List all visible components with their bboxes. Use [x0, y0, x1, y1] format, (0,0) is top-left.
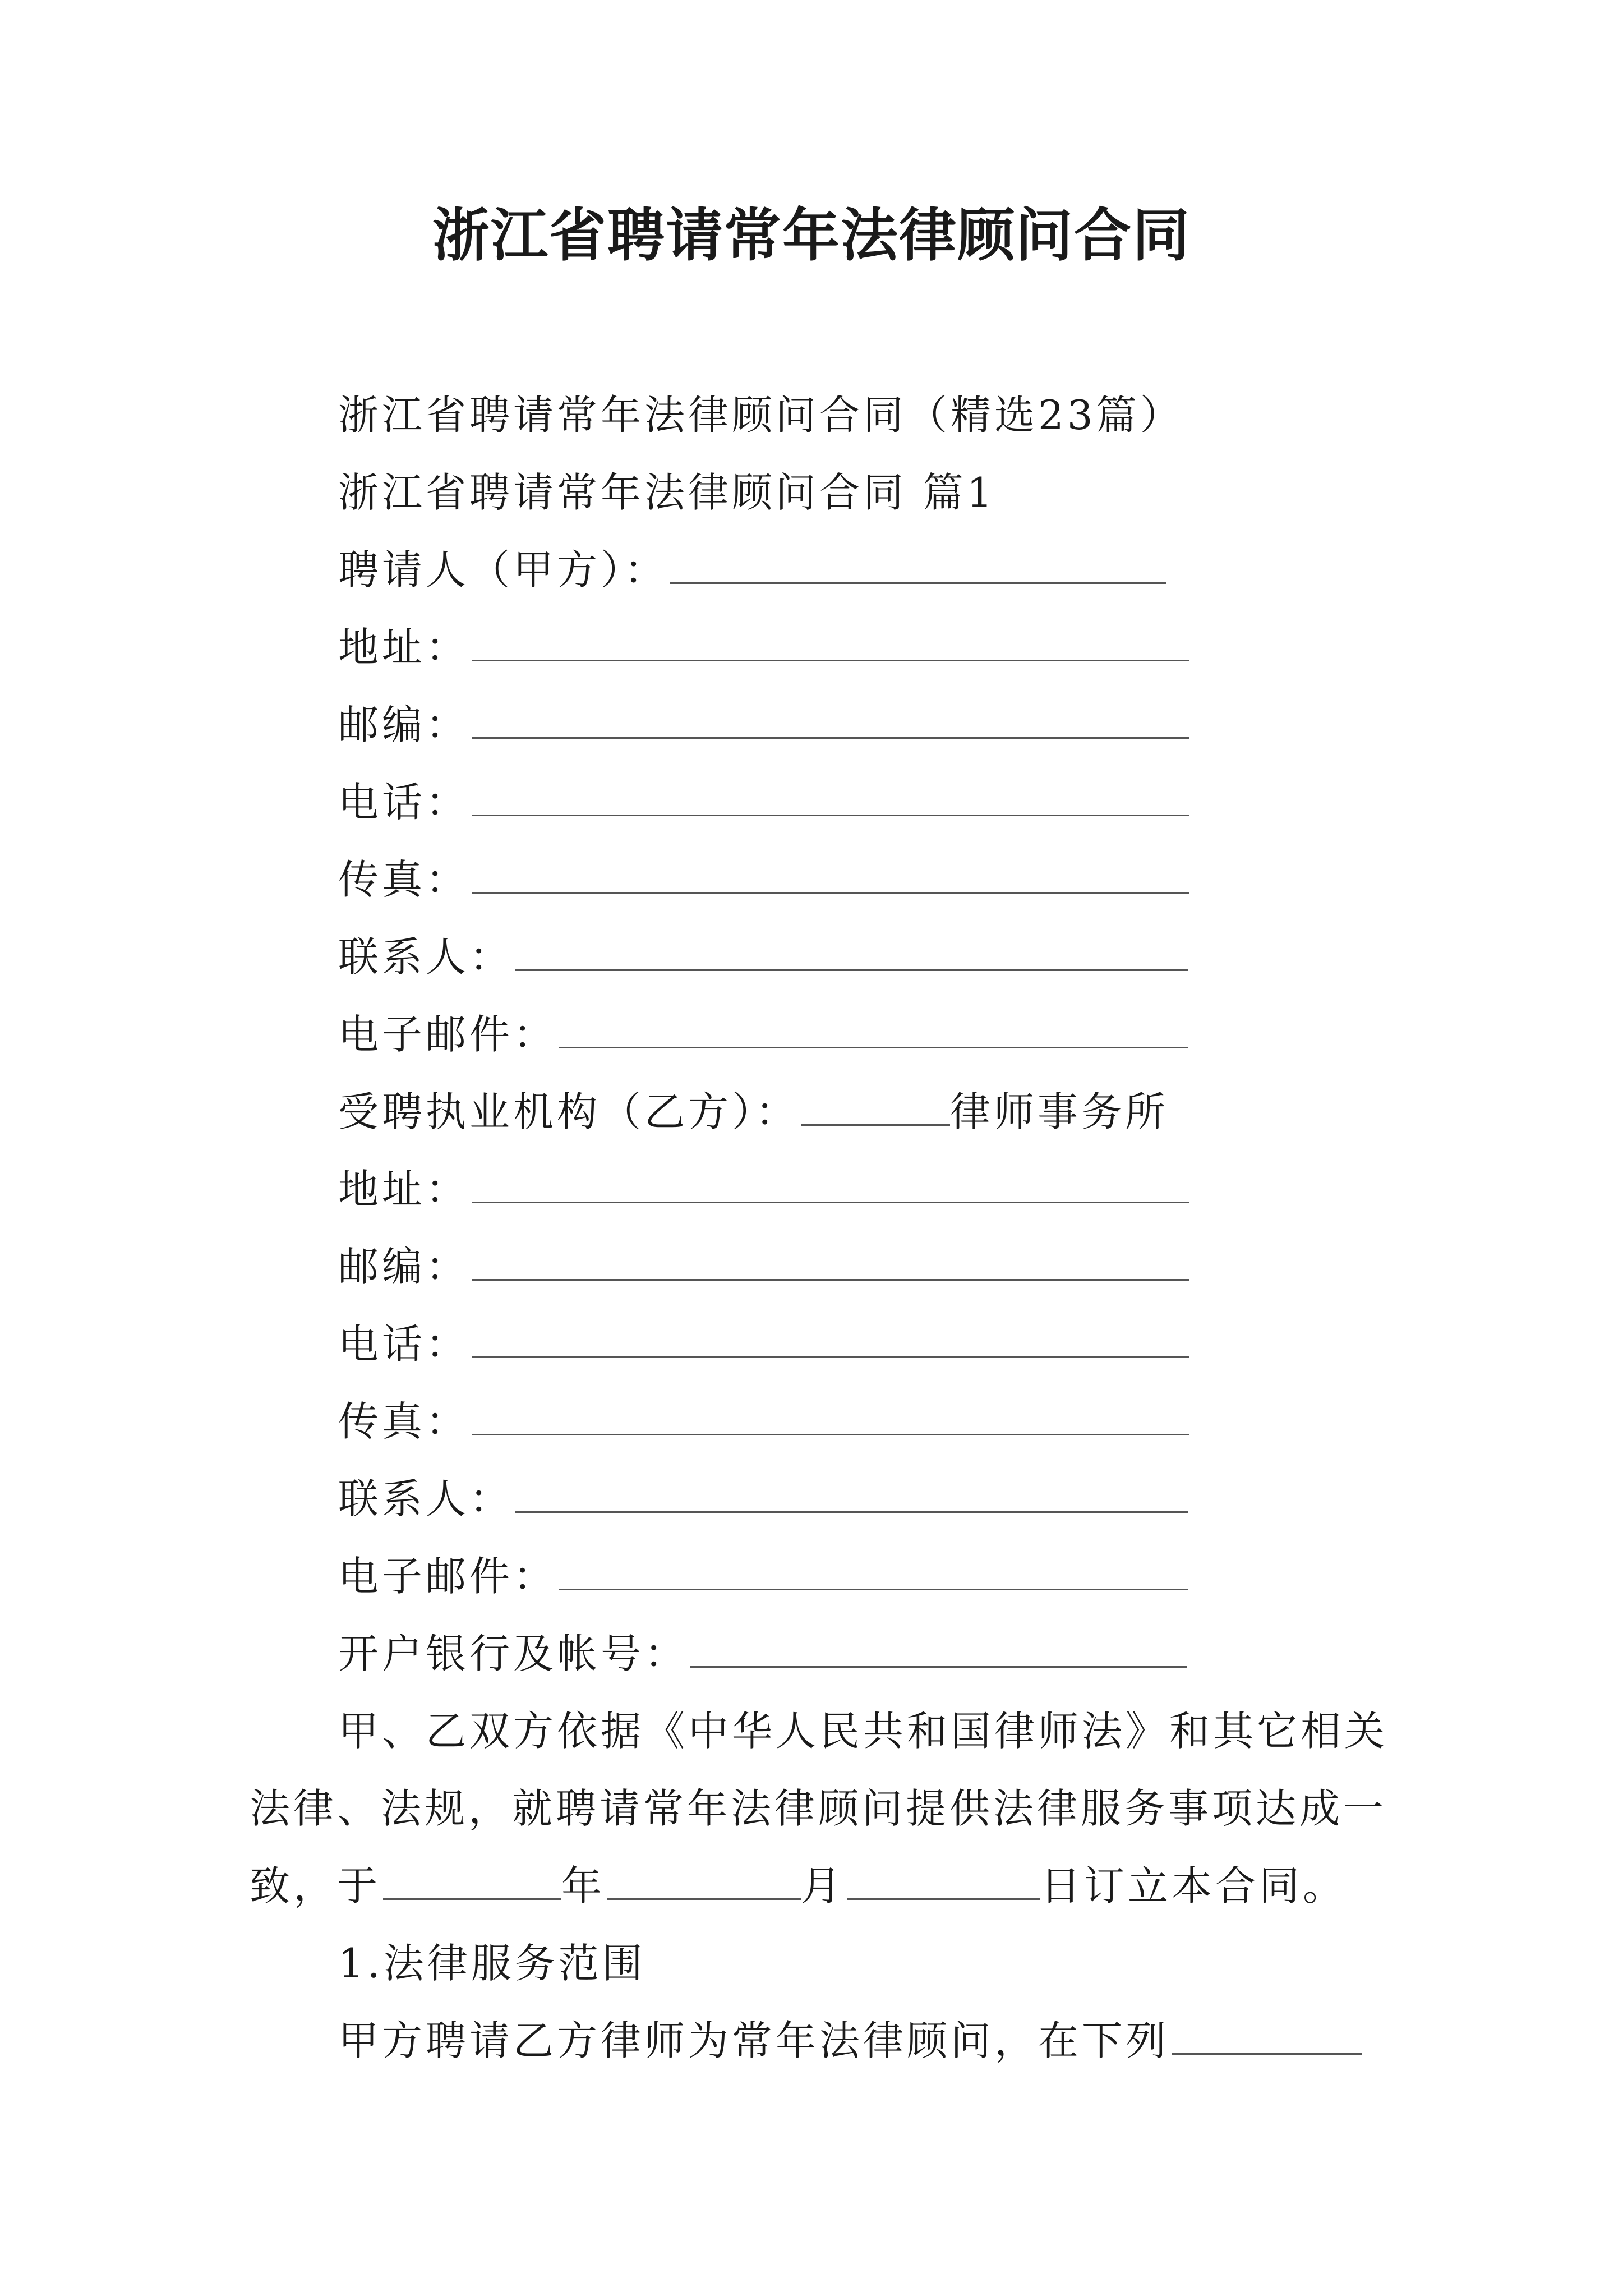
party-b-contact-field[interactable] — [515, 1476, 1188, 1513]
party-a-phone-field[interactable] — [472, 780, 1189, 816]
party-b-bank-field[interactable] — [690, 1631, 1187, 1668]
preamble-line-3 — [250, 1858, 1347, 1914]
party-a-email-label: 电子邮件： — [338, 1011, 557, 1058]
month-field[interactable] — [607, 1864, 801, 1900]
party-b-phone-label: 电话： — [338, 1320, 470, 1368]
party-a-email-line — [338, 1006, 1188, 1062]
party-a-fax-label: 传真： — [338, 856, 470, 903]
party-b-fax-label: 传真： — [338, 1398, 470, 1445]
party-b-fax-field[interactable] — [472, 1399, 1189, 1435]
party-b-phone-line — [338, 1316, 1189, 1372]
party-a-phone-line — [338, 774, 1189, 830]
clause-1-text-line — [338, 2013, 1362, 2069]
party-b-postcode-field[interactable] — [472, 1244, 1189, 1281]
year-field[interactable] — [383, 1864, 561, 1900]
party-a-phone-label: 电话： — [338, 779, 470, 826]
preamble-date-prefix: 致，于 — [250, 1862, 381, 1910]
party-b-address-label: 地址： — [338, 1166, 470, 1213]
party-b-bank-line — [338, 1626, 1187, 1682]
party-b-label: 受聘执业机构（乙方）： — [338, 1088, 800, 1135]
party-a-name-field[interactable] — [670, 547, 1166, 584]
party-a-address-line — [338, 619, 1189, 675]
party-a-contact-line — [338, 929, 1188, 985]
party-b-label-suffix: 律师事务所 — [950, 1088, 1169, 1135]
party-b-line — [338, 1084, 1169, 1140]
party-a-email-field[interactable] — [559, 1012, 1188, 1048]
party-b-postcode-label: 邮编： — [338, 1243, 470, 1290]
party-b-address-line — [338, 1161, 1189, 1217]
party-b-email-field[interactable] — [559, 1554, 1188, 1590]
party-b-address-field[interactable] — [472, 1167, 1189, 1203]
party-b-email-label: 电子邮件： — [338, 1553, 557, 1600]
party-b-contact-line — [338, 1471, 1188, 1527]
party-a-address-field[interactable] — [472, 625, 1189, 661]
party-a-address-label: 地址： — [338, 624, 470, 671]
party-b-bank-label: 开户银行及帐号： — [338, 1630, 689, 1677]
party-b-contact-label: 联系人： — [338, 1475, 514, 1522]
preamble-line-1: 甲、乙双方依据《中华人民共和国律师法》和其它相关 — [338, 1708, 1389, 1755]
clause-1-field[interactable] — [1172, 2018, 1362, 2055]
section-heading: 浙江省聘请常年法律顾问合同 篇1 — [338, 469, 996, 516]
day-field[interactable] — [847, 1864, 1040, 1900]
preamble-line-2: 法律、法规，就聘请常年法律顾问提供法律服务事项达成一 — [250, 1785, 1387, 1832]
party-a-line — [338, 542, 1166, 598]
party-a-postcode-label: 邮编： — [338, 701, 470, 748]
party-b-name-field[interactable] — [801, 1089, 950, 1126]
party-a-fax-field[interactable] — [472, 857, 1189, 894]
party-a-contact-label: 联系人： — [338, 933, 514, 981]
party-a-contact-field[interactable] — [515, 935, 1188, 971]
document-title: 浙江省聘请常年法律顾问合同 — [432, 202, 1191, 269]
party-a-postcode-line — [338, 697, 1189, 753]
clause-1-text: 甲方聘请乙方律师为常年法律顾问，在下列 — [338, 2017, 1170, 2064]
party-b-phone-field[interactable] — [472, 1322, 1189, 1358]
party-a-postcode-field[interactable] — [472, 702, 1189, 739]
party-b-email-line — [338, 1548, 1188, 1604]
party-b-fax-line — [338, 1393, 1189, 1450]
year-label: 年 — [561, 1862, 606, 1910]
party-a-label: 聘请人（甲方）： — [338, 546, 668, 593]
party-b-postcode-line — [338, 1239, 1189, 1295]
month-label: 月 — [801, 1862, 845, 1910]
document-subtitle: 浙江省聘请常年法律顾问合同（精选23篇） — [338, 392, 1184, 439]
clause-1-heading: 1.法律服务范围 — [338, 1940, 646, 1987]
party-a-fax-line — [338, 852, 1189, 908]
preamble-date-suffix: 日订立本合同。 — [1040, 1862, 1347, 1910]
